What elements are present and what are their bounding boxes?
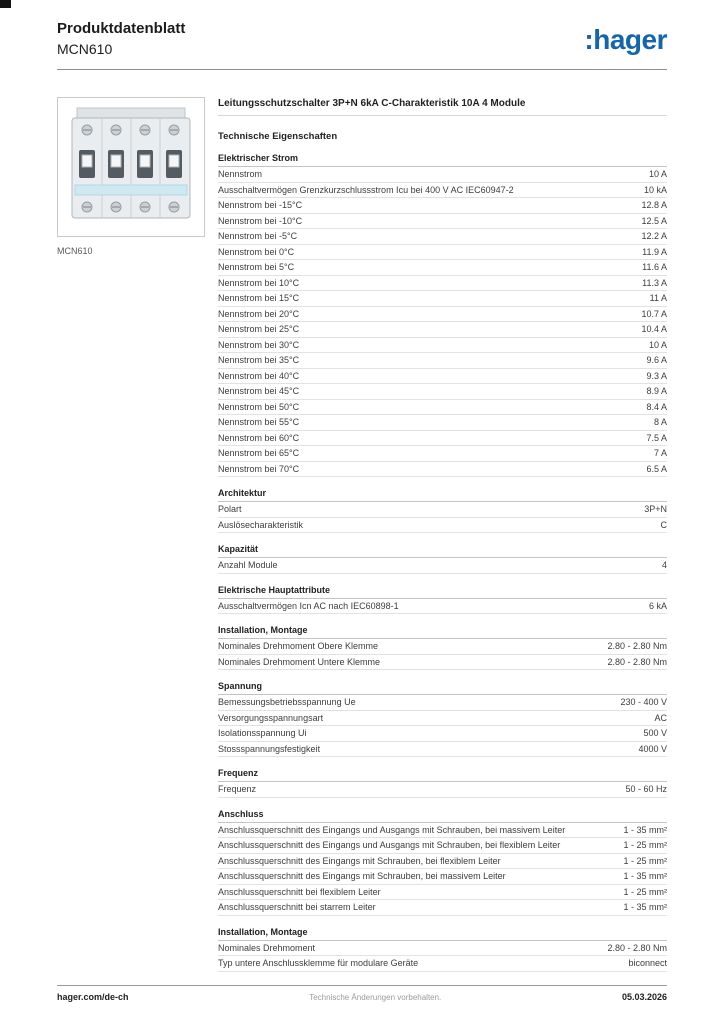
spec-label: Polart xyxy=(218,504,242,514)
spec-row xyxy=(218,695,667,711)
spec-value: 10 kA xyxy=(643,184,667,195)
spec-row xyxy=(218,838,667,854)
spec-value: 9.3 A xyxy=(646,370,667,381)
spec-row xyxy=(218,198,667,214)
spec-value: 11.9 A xyxy=(642,246,667,257)
document-type-title: Produktdatenblatt xyxy=(57,20,186,37)
spec-label: Isolationsspannung Ui xyxy=(218,728,307,738)
spec-value: 12.5 A xyxy=(641,215,667,226)
spec-value: 1 - 25 mm² xyxy=(623,840,667,850)
footer-website-link[interactable]: hager.com/de-ch xyxy=(57,992,129,1002)
spec-row xyxy=(218,291,667,307)
spec-label: Nennstrom bei 65°C xyxy=(218,448,300,458)
section-heading: Spannung xyxy=(218,679,667,695)
product-image-column xyxy=(57,97,218,972)
spec-row xyxy=(218,167,667,183)
spec-row xyxy=(218,823,667,839)
spec-row xyxy=(218,782,667,798)
spec-row xyxy=(218,711,667,727)
spec-value: 8.4 A xyxy=(646,401,667,412)
spec-label: Nennstrom bei 0°C xyxy=(218,246,295,257)
section-heading: Elektrische Hauptattribute xyxy=(218,583,667,599)
spec-label: Nennstrom bei -10°C xyxy=(218,215,303,226)
spec-row xyxy=(218,229,667,245)
spec-value: 4 xyxy=(661,560,667,570)
spec-value: 12.8 A xyxy=(641,200,667,210)
spec-value: AC xyxy=(654,712,667,723)
spec-label: Anzahl Module xyxy=(218,560,278,570)
spec-row xyxy=(218,446,667,462)
spec-row xyxy=(218,742,667,758)
spec-label: Nennstrom xyxy=(218,169,263,179)
spec-value: 1 - 35 mm² xyxy=(623,902,667,912)
spec-label: Stossspannungsfestigkeit xyxy=(218,743,321,754)
spec-value: 11.6 A xyxy=(642,262,667,272)
spec-row xyxy=(218,276,667,292)
spec-row xyxy=(218,900,667,916)
spec-row xyxy=(218,956,667,972)
spec-value: 1 - 35 mm² xyxy=(623,824,667,835)
spec-label: Anschlussquerschnitt bei starrem Leiter xyxy=(218,902,376,912)
spec-column xyxy=(218,97,667,972)
spec-row xyxy=(218,245,667,261)
spec-value: 9.6 A xyxy=(646,355,667,365)
spec-value: 2.80 - 2.80 Nm xyxy=(607,641,667,651)
spec-sections xyxy=(218,151,667,972)
spec-row xyxy=(218,639,667,655)
spec-row xyxy=(218,726,667,742)
spec-row xyxy=(218,599,667,615)
product-code: MCN610 xyxy=(57,41,113,57)
product-image xyxy=(57,97,205,237)
spec-label: Nennstrom bei 55°C xyxy=(218,417,300,427)
spec-label: Typ untere Anschlussklemme für modulare Geräte xyxy=(218,958,419,968)
spec-row xyxy=(218,307,667,323)
spec-row xyxy=(218,338,667,354)
product-image-caption: MCN610 xyxy=(57,246,93,256)
spec-row xyxy=(218,369,667,385)
spec-value: 6.5 A xyxy=(646,463,667,474)
spec-label: Versorgungsspannungsart xyxy=(218,712,324,723)
spec-label: Nominales Drehmoment xyxy=(218,942,316,953)
spec-row xyxy=(218,885,667,901)
spec-row xyxy=(218,655,667,671)
spec-label: Nennstrom bei 45°C xyxy=(218,386,300,396)
spec-label: Nennstrom bei 40°C xyxy=(218,370,300,381)
spec-value: biconnect xyxy=(628,958,667,968)
spec-value: 11.3 A xyxy=(642,277,667,288)
spec-value: 7 A xyxy=(653,448,667,458)
circuit-breaker-illustration xyxy=(69,106,193,228)
spec-value: 3P+N xyxy=(644,504,667,514)
spec-value: 11 A xyxy=(649,293,667,303)
spec-label: Nennstrom bei 5°C xyxy=(218,262,295,272)
spec-label: Ausschaltvermögen Grenzkurzschlussstrom Icu bei 400 V AC IEC60947-2 xyxy=(218,184,514,195)
spec-row xyxy=(218,518,667,534)
footer-date: 05.03.2026 xyxy=(621,992,667,1002)
section-heading: Installation, Montage xyxy=(218,925,667,941)
spec-row xyxy=(218,431,667,447)
spec-value: 8 A xyxy=(653,417,667,427)
spec-value: 6 kA xyxy=(648,600,667,611)
main-content xyxy=(57,97,667,972)
spec-label: Nennstrom bei 25°C xyxy=(218,324,300,334)
spec-value: 1 - 25 mm² xyxy=(623,886,667,897)
spec-row xyxy=(218,558,667,574)
section-heading: Frequenz xyxy=(218,766,667,782)
spec-value: 10 A xyxy=(648,339,667,350)
spec-value: 12.2 A xyxy=(641,231,667,241)
spec-value: 1 - 25 mm² xyxy=(623,855,667,866)
section-heading: Installation, Montage xyxy=(218,623,667,639)
spec-value: 500 V xyxy=(643,728,667,738)
hager-logo: :hager xyxy=(584,24,667,55)
spec-row xyxy=(218,214,667,230)
page-footer xyxy=(57,985,667,1002)
spec-label: Nennstrom bei 15°C xyxy=(218,293,300,303)
spec-value: 2.80 - 2.80 Nm xyxy=(607,656,667,667)
spec-row xyxy=(218,502,667,518)
spec-label: Nennstrom bei 10°C xyxy=(218,277,300,288)
spec-label: Anschlussquerschnitt des Eingangs und Ausgangs mit Schrauben, bei massivem Leiter xyxy=(218,824,566,835)
spec-row xyxy=(218,353,667,369)
spec-value: 4000 V xyxy=(638,743,667,754)
spec-value: 8.9 A xyxy=(646,386,667,396)
spec-label: Nominales Drehmoment Untere Klemme xyxy=(218,656,381,667)
spec-row xyxy=(218,400,667,416)
spec-label: Nominales Drehmoment Obere Klemme xyxy=(218,641,379,651)
footer-disclaimer: Technische Änderungen vorbehalten. xyxy=(309,993,442,1002)
spec-label: Anschlussquerschnitt bei flexiblem Leiter xyxy=(218,886,381,897)
spec-value: 10.4 A xyxy=(641,324,667,334)
spec-label: Bemessungsbetriebsspannung Ue xyxy=(218,697,356,707)
spec-label: Nennstrom bei -15°C xyxy=(218,200,303,210)
spec-value: 10 A xyxy=(648,169,667,179)
spec-label: Ausschaltvermögen Icn AC nach IEC60898-1 xyxy=(218,600,399,611)
section-heading: Anschluss xyxy=(218,807,667,823)
spec-row xyxy=(218,869,667,885)
spec-row xyxy=(218,183,667,199)
spec-label: Nennstrom bei 70°C xyxy=(218,463,300,474)
spec-value: 2.80 - 2.80 Nm xyxy=(607,942,667,953)
spec-label: Anschlussquerschnitt des Eingangs mit Schrauben, bei massivem Leiter xyxy=(218,871,506,881)
spec-value: 50 - 60 Hz xyxy=(625,784,667,794)
spec-value: 7.5 A xyxy=(646,432,667,443)
section-heading: Architektur xyxy=(218,486,667,502)
spec-row xyxy=(218,384,667,400)
spec-label: Frequenz xyxy=(218,784,257,794)
spec-row xyxy=(218,854,667,870)
spec-row xyxy=(218,415,667,431)
spec-value: 1 - 35 mm² xyxy=(623,871,667,881)
spec-row xyxy=(218,322,667,338)
section-heading: Elektrischer Strom xyxy=(218,151,667,167)
spec-value: C xyxy=(660,519,667,530)
spec-label: Nennstrom bei 35°C xyxy=(218,355,300,365)
spec-row xyxy=(218,941,667,957)
section-heading: Kapazität xyxy=(218,542,667,558)
product-title: Leitungsschutzschalter 3P+N 6kA C-Charakteristik 10A 4 Module xyxy=(218,97,667,116)
spec-value: 10.7 A xyxy=(641,308,667,319)
technical-properties-heading: Technische Eigenschaften xyxy=(218,131,338,142)
spec-label: Nennstrom bei 20°C xyxy=(218,308,300,319)
spec-label: Auslösecharakteristik xyxy=(218,519,304,530)
spec-value: 230 - 400 V xyxy=(620,697,667,707)
spec-label: Anschlussquerschnitt des Eingangs mit Schrauben, bei flexiblem Leiter xyxy=(218,855,501,866)
spec-label: Nennstrom bei -5°C xyxy=(218,231,298,241)
spec-row xyxy=(218,260,667,276)
page-header xyxy=(57,0,667,70)
spec-label: Nennstrom bei 60°C xyxy=(218,432,300,443)
spec-row xyxy=(218,462,667,478)
spec-label: Anschlussquerschnitt des Eingangs und Ausgangs mit Schrauben, bei flexiblem Leiter xyxy=(218,840,561,850)
spec-label: Nennstrom bei 50°C xyxy=(218,401,300,412)
spec-label: Nennstrom bei 30°C xyxy=(218,339,300,350)
